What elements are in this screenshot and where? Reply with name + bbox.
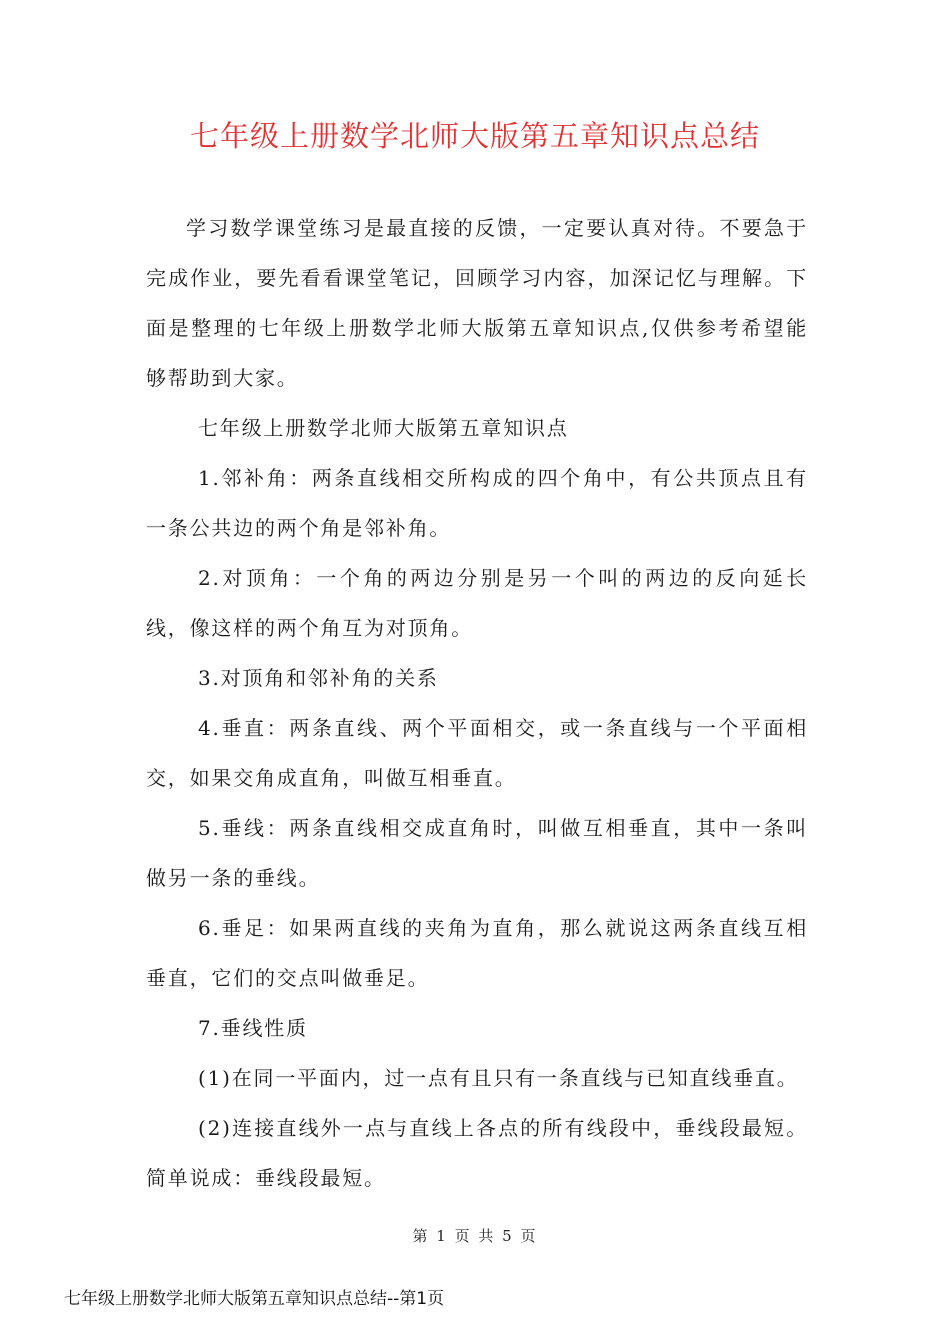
page-number-footer: 第 1 页 共 5 页 bbox=[412, 1227, 538, 1245]
intro-paragraph: 学习数学课堂练习是最直接的反馈，一定要认真对待。不要急于完成作业，要先看看课堂笔记，回顾学习内容，加深记忆与理解。下面是整理的七年级上册数学北师大版第五章知识点,仅供参考希望能够帮助到大家。 bbox=[146, 216, 808, 390]
section-heading: 七年级上册数学北师大版第五章知识点 bbox=[198, 416, 569, 440]
point-angle-relationship: 3.对顶角和邻补角的关系 bbox=[198, 666, 439, 690]
point-perpendicular-properties: 7.垂线性质 bbox=[198, 1016, 308, 1040]
document-footer-label: 七年级上册数学北师大版第五章知识点总结--第1页 bbox=[64, 1289, 445, 1309]
property-1: (1)在同一平面内，过一点有且只有一条直线与已知直线垂直。 bbox=[198, 1066, 799, 1090]
property-2: (2)连接直线外一点与直线上各点的所有线段中，垂线段最短。简单说成：垂线段最短。 bbox=[146, 1116, 808, 1190]
point-perpendicular: 4.垂直：两条直线、两个平面相交，或一条直线与一个平面相交，如果交角成直角，叫做互相垂直。 bbox=[146, 716, 808, 790]
document-body bbox=[146, 203, 808, 1203]
point-foot-of-perpendicular: 6.垂足：如果两直线的夹角为直角，那么就说这两条直线互相垂直，它们的交点叫做垂足。 bbox=[146, 916, 808, 990]
point-vertical-angles: 2.对顶角：一个角的两边分别是另一个叫的两边的反向延长线，像这样的两个角互为对顶角。 bbox=[146, 566, 808, 640]
point-adjacent-supplementary-angles: 1.邻补角：两条直线相交所构成的四个角中，有公共顶点且有一条公共边的两个角是邻补角。 bbox=[146, 466, 808, 540]
point-perpendicular-line: 5.垂线：两条直线相交成直角时，叫做互相垂直，其中一条叫做另一条的垂线。 bbox=[146, 816, 808, 890]
document-title: 七年级上册数学北师大版第五章知识点总结 bbox=[189, 119, 760, 153]
